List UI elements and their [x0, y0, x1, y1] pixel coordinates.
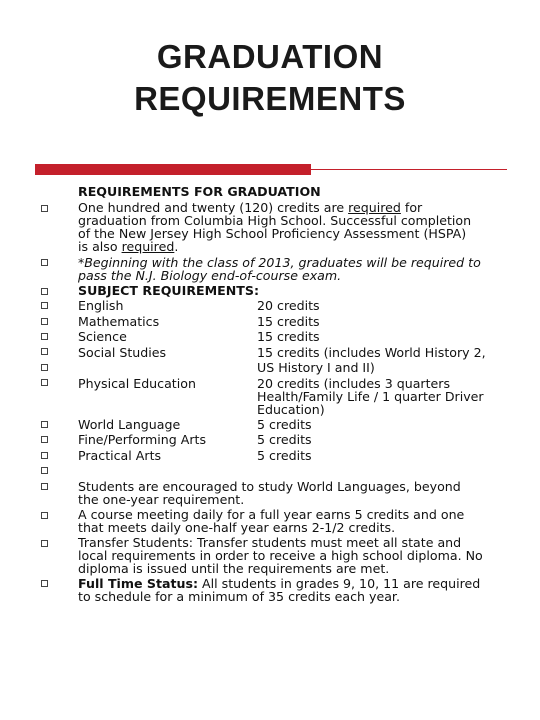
credit-earning-note-line: that meets daily one-half year earns 2-1/2 credits. [78, 520, 396, 535]
subject-credits: Health/Family Life / 1 quarter Driver [257, 389, 484, 404]
hollow-square-bullet-icon [41, 302, 48, 309]
hollow-square-bullet-icon [41, 364, 48, 371]
subject-credits: 15 credits [257, 314, 320, 329]
hollow-square-bullet-icon [41, 436, 48, 443]
intro-emphasis: required [348, 200, 401, 215]
hollow-square-bullet-icon [41, 318, 48, 325]
hollow-square-bullet-icon [41, 580, 48, 587]
biology-note-line: pass the N.J. Biology end-of-course exam. [78, 268, 342, 283]
hollow-square-bullet-icon [41, 483, 48, 490]
subject-credits: 5 credits [257, 432, 312, 447]
full-time-status-line: to schedule for a minimum of 35 credits each year. [78, 589, 400, 604]
hollow-square-bullet-icon [41, 259, 48, 266]
intro-text: . [174, 239, 179, 254]
hollow-square-bullet-icon [41, 348, 48, 355]
subject-credits: 15 credits (includes World History 2, [257, 345, 486, 360]
intro-line [78, 240, 178, 254]
subject-name: English [78, 298, 124, 313]
hollow-square-bullet-icon [41, 288, 48, 295]
intro-line: graduation from Columbia High School. Successful completion [78, 213, 472, 228]
biology-note-line: *Beginning with the class of 2013, graduates will be required to [78, 255, 481, 270]
page-title-line2: REQUIREMENTS [134, 80, 406, 117]
page-title-line1: GRADUATION [156, 38, 384, 75]
subject-credits: 20 credits [257, 298, 320, 313]
hollow-square-bullet-icon [41, 512, 48, 519]
world-language-note-line: the one-year requirement. [78, 492, 245, 507]
transfer-students-line: Transfer Students: Transfer students must meet all state and [78, 535, 462, 550]
intro-text: for [400, 200, 423, 215]
subject-credits: 5 credits [257, 448, 312, 463]
hollow-square-bullet-icon [41, 467, 48, 474]
full-time-status-text: All students in grades 9, 10, 11 are required [198, 576, 481, 591]
transfer-students-line: local requirements in order to receive a high school diploma. No [78, 548, 483, 563]
subject-credits: 5 credits [257, 417, 312, 432]
subject-requirements-heading: SUBJECT REQUIREMENTS: [78, 283, 259, 298]
full-time-status-label: Full Time Status: [78, 576, 199, 591]
credit-earning-note-line: A course meeting daily for a full year earns 5 credits and one [78, 507, 465, 522]
subject-credits: 15 credits [257, 329, 320, 344]
hollow-square-bullet-icon [41, 540, 48, 547]
subject-credits: 20 credits (includes 3 quarters [257, 376, 451, 391]
intro-text: One hundred and twenty (120) credits are [78, 200, 349, 215]
subject-name: World Language [78, 417, 181, 432]
subject-name: Physical Education [78, 376, 196, 391]
intro-emphasis: required [121, 239, 175, 254]
subject-credits: Education) [257, 402, 325, 417]
hollow-square-bullet-icon [41, 421, 48, 428]
hollow-square-bullet-icon [41, 379, 48, 386]
hollow-square-bullet-icon [41, 333, 48, 340]
subject-name: Mathematics [78, 314, 160, 329]
subject-name: Social Studies [78, 345, 167, 360]
hollow-square-bullet-icon [41, 452, 48, 459]
subject-credits: US History I and II) [257, 360, 375, 375]
world-language-note-line: Students are encouraged to study World Languages, beyond [78, 479, 461, 494]
transfer-students-line: diploma is issued until the requirements are met. [78, 561, 390, 576]
subject-name: Fine/Performing Arts [78, 432, 207, 447]
hollow-square-bullet-icon [41, 205, 48, 212]
requirements-heading: REQUIREMENTS FOR GRADUATION [78, 184, 321, 199]
intro-text: is also [78, 239, 122, 254]
intro-line: of the New Jersey High School Proficiency Assessment (HSPA) [78, 226, 467, 241]
subject-name: Science [78, 329, 127, 344]
subject-name: Practical Arts [78, 448, 162, 463]
